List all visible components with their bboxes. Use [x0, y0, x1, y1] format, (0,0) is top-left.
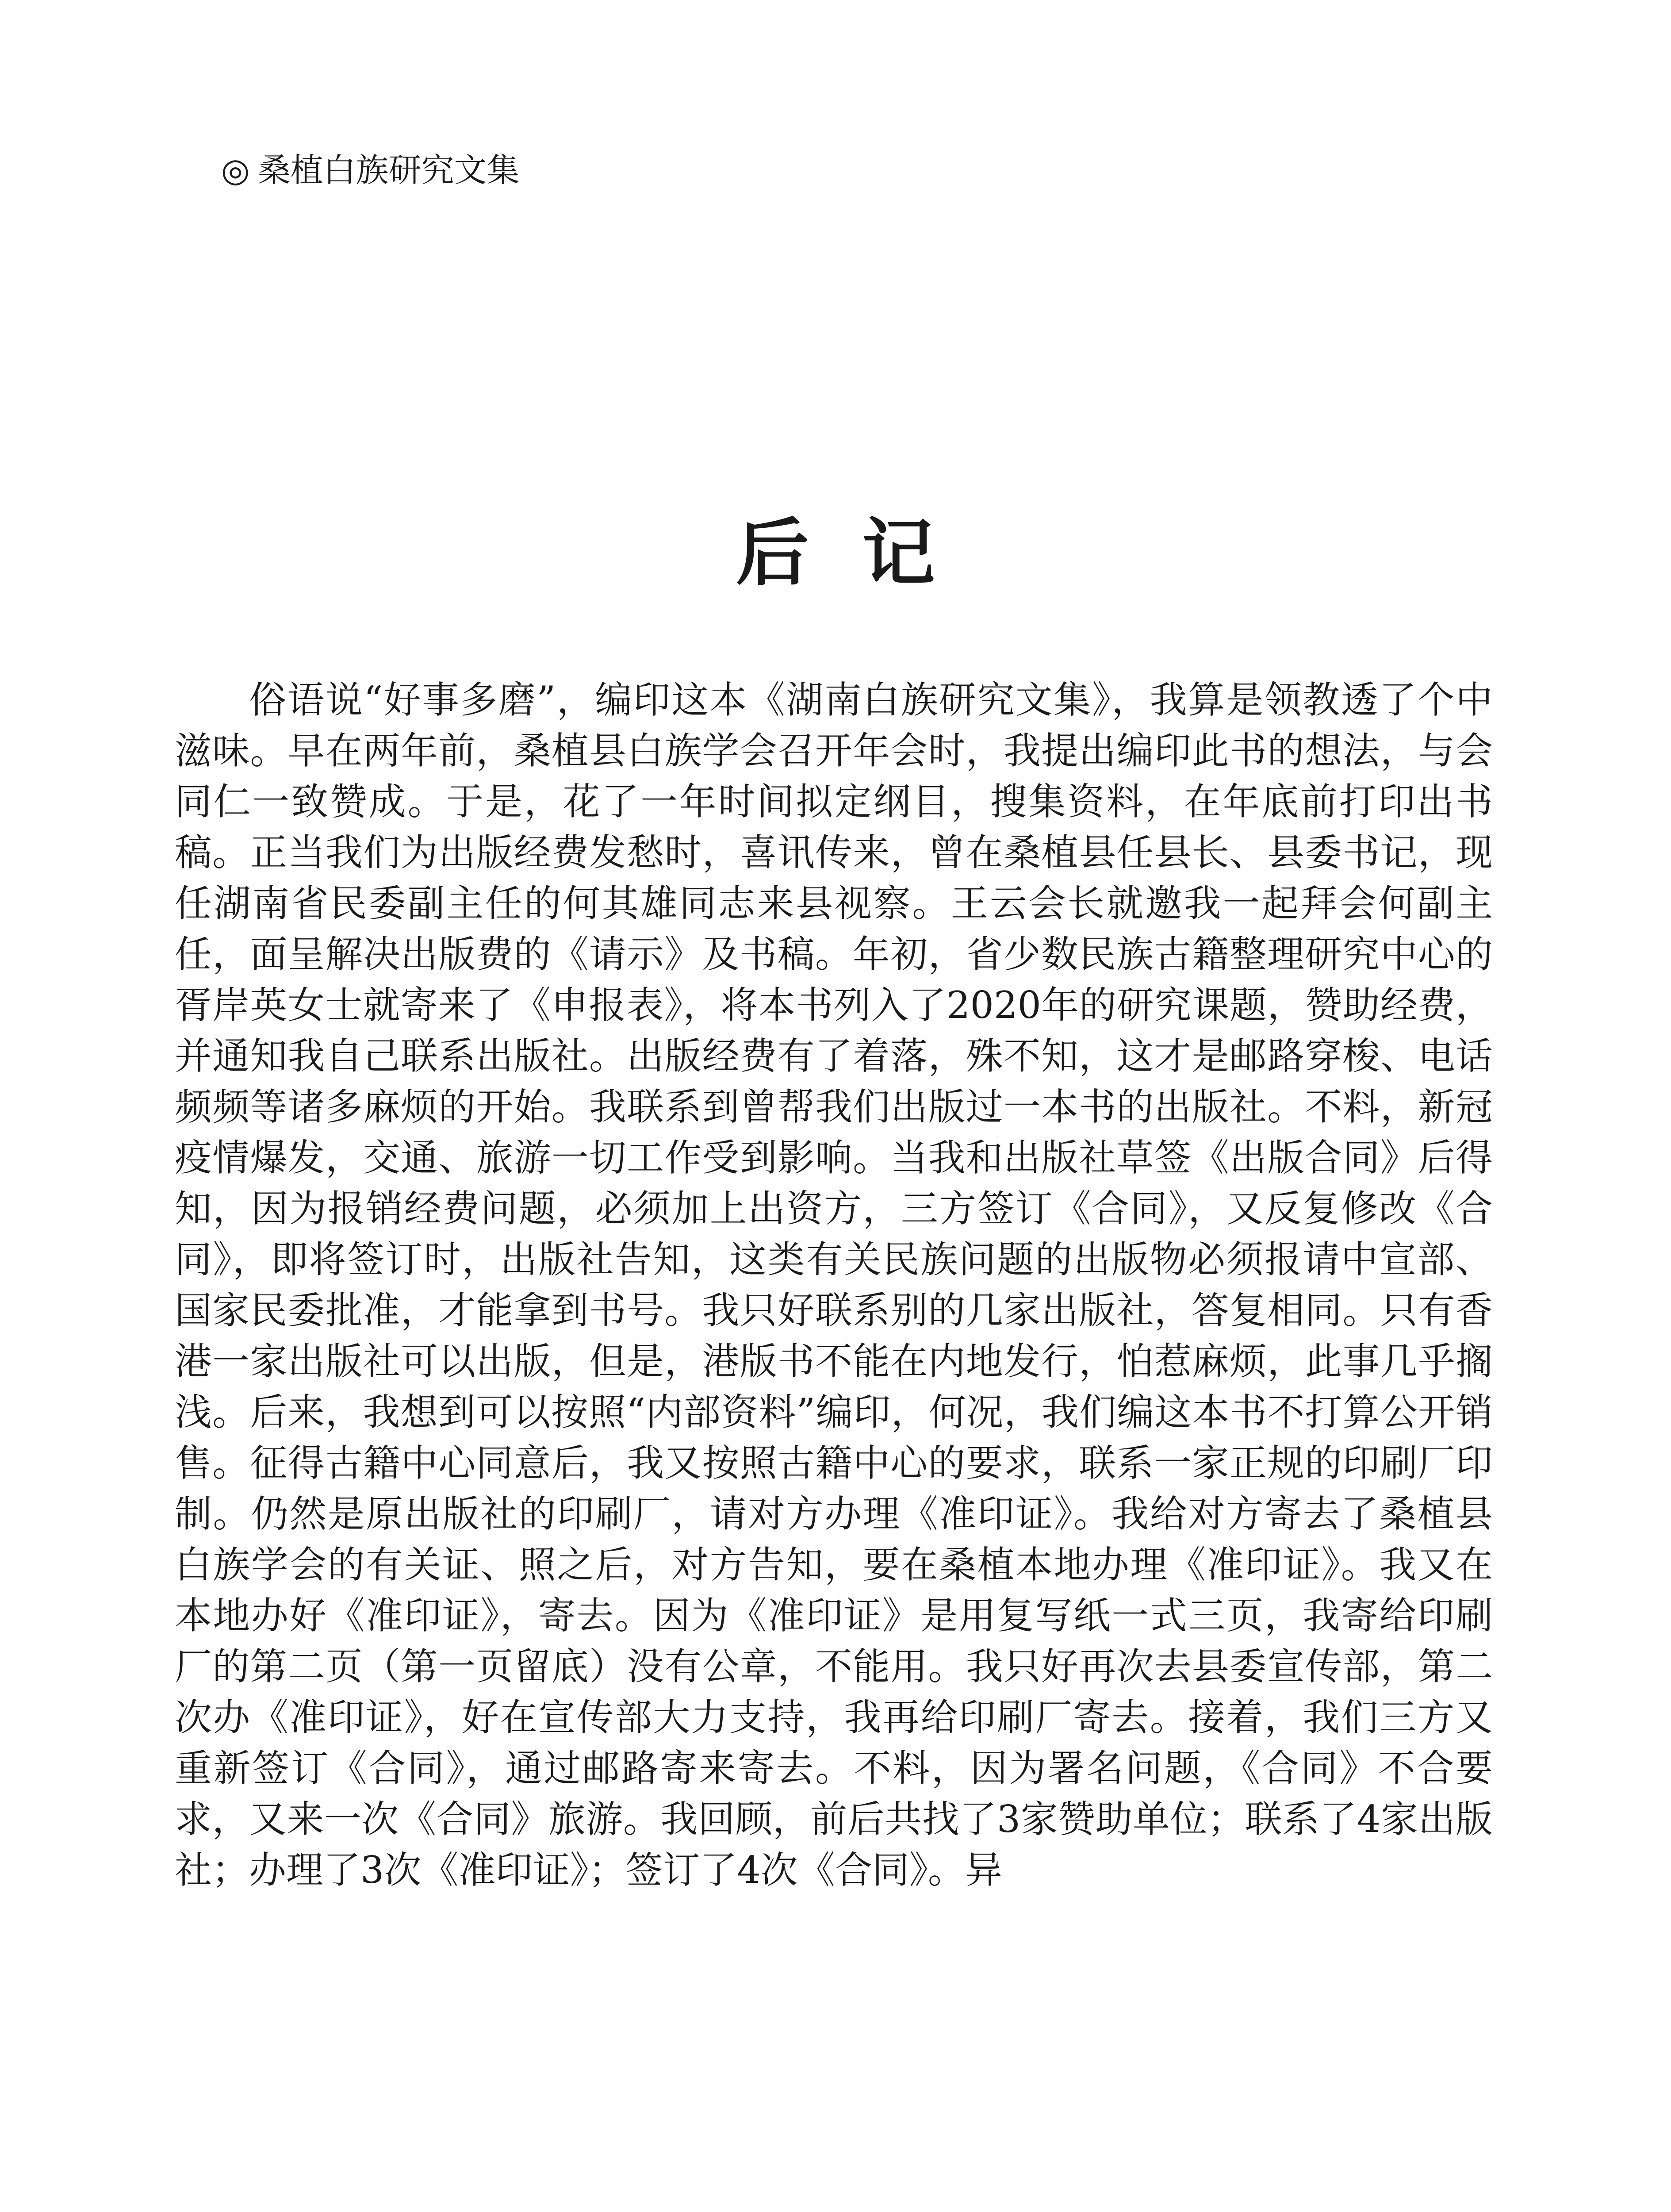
- circle-mark-icon: ◎: [221, 151, 250, 189]
- body-paragraph: 俗语说“好事多磨”，编印这本《湖南白族研究文集》，我算是领教透了个中滋味。早在两年前，桑植县白族学会召开年会时，我提出编印此书的想法，与会同仁一致赞成。于是，花了一年时间拟定纲目，搜集资料，在年底前打印出书稿。正当我们为出版经费发愁时，喜讯传来，曾在桑植县任县长、县委书记，现任湖南省民委副主任的何其雄同志来县视察。王云会长就邀我一起拜会何副主任，面呈解决出版费的《请示》及书稿。年初，省少数民族古籍整理研究中心的胥岸英女士就寄来了《申报表》，将本书列入了2020年的研究课题，赞助经费，并通知我自己联系出版社。出版经费有了着落，殊不知，这才是邮路穿梭、电话频频等诸多麻烦的开始。我联系到曾帮我们出版过一本书的出版社。不料，新冠疫情爆发，交通、旅游一切工作受到影响。当我和出版社草签《出版合同》后得知，因为报销经费问题，必须加上出资方，三方签订《合同》，又反复修改《合同》，即将签订时，出版社告知，这类有关民族问题的出版物必须报请中宣部、国家民委批准，才能拿到书号。我只好联系别的几家出版社，答复相同。只有香港一家出版社可以出版，但是，港版书不能在内地发行，怕惹麻烦，此事几乎搁浅。后来，我想到可以按照“内部资料”编印，何况，我们编这本书不打算公开销售。征得古籍中心同意后，我又按照古籍中心的要求，联系一家正规的印刷厂印制。仍然是原出版社的印刷厂，请对方办理《准印证》。我给对方寄去了桑植县白族学会的有关证、照之后，对方告知，要在桑植本地办理《准印证》。我又在本地办好《准印证》，寄去。因为《准印证》是用复写纸一式三页，我寄给印刷厂的第二页（第一页留底）没有公章，不能用。我只好再次去县委宣传部，第二次办《准印证》，好在宣传部大力支持，我再给印刷厂寄去。接着，我们三方又重新签订《合同》，通过邮路寄来寄去。不料，因为署名问题，《合同》不合要求，又来一次《合同》旅游。我回顾，前后共找了3家赞助单位；联系了4家出版社；办理了3次《准印证》；签订了4次《合同》。异: [175, 678, 1493, 1892]
- page-title: 后记: [736, 511, 988, 595]
- running-title: 桑植白族研究文集: [257, 151, 520, 189]
- running-head: [221, 146, 520, 195]
